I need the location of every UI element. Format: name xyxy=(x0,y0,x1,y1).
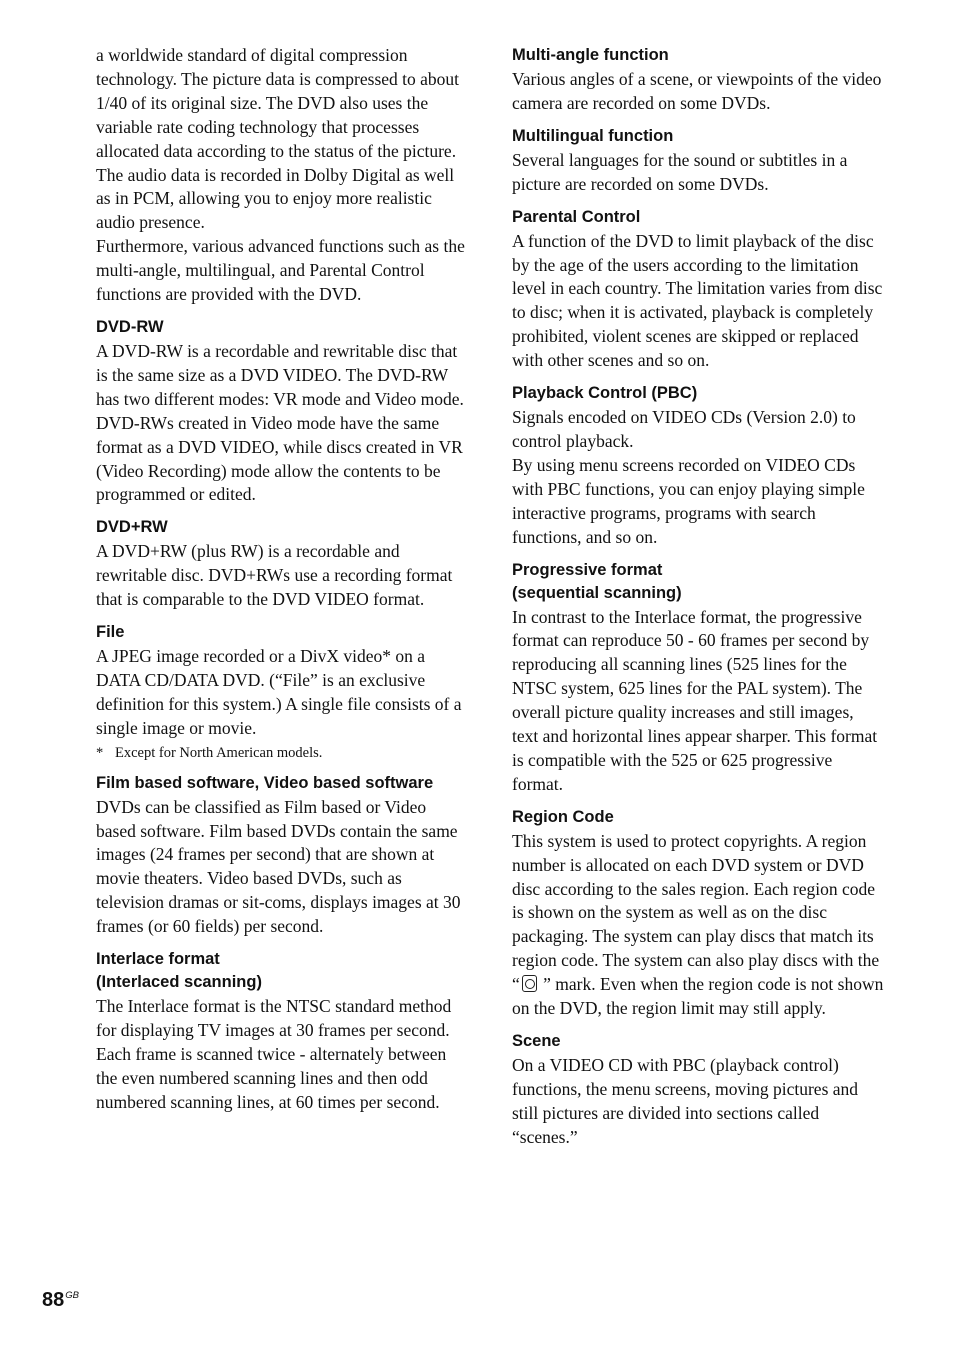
term-interlace-line-1: Interlace format xyxy=(96,950,220,969)
definition-scene: On a VIDEO CD with PBC (playback control) functions, the menu screens, moving pictures and still pictures are divided into sections called “scenes.” xyxy=(512,1055,859,1147)
footnote-mark: * xyxy=(96,744,104,761)
term-dvd-plus-rw: DVD+RW xyxy=(96,518,168,537)
footnote-text: Except for North American models. xyxy=(115,744,323,761)
term-scene: Scene xyxy=(512,1032,561,1050)
right-column xyxy=(512,44,884,1150)
term-interlace-format xyxy=(96,948,468,994)
definition-multi-angle: Various angles of a scene, or viewpoints of the video camera are recorded on some DVDs. xyxy=(512,69,882,113)
term-dvd-rw: DVD-RW xyxy=(96,317,164,336)
term-progressive-format xyxy=(512,559,884,605)
definition-film-video-software: DVDs can be classified as Film based or Video based software. Film based DVDs contain the same images (24 frames per second) that are shown at movie theaters. Video based DVDs, such as television dramas or sit-coms, displays images at 30 frames (or 60 fields) per second. xyxy=(96,796,461,937)
definition-parental-control: A function of the DVD to limit playback of the disc by the age of the users according to the limitation level in each country. The limitation varies from disc to disc; when it is activated, playback is completely prohibited, violent scenes are skipped or replaced with other scenes and so on. xyxy=(512,230,883,371)
term-parental-control: Parental Control xyxy=(512,207,641,226)
page-number-suffix: GB xyxy=(65,1290,79,1301)
left-column xyxy=(96,44,468,1115)
intro-paragraph-1: a worldwide standard of digital compression technology. The picture data is compressed to about 1/40 of its original size. The DVD also uses the variable rate coding technology that processes allocated data according to the status of the picture. xyxy=(96,45,460,161)
term-region-code: Region Code xyxy=(512,807,614,826)
intro-paragraph-2: The audio data is recorded in Dolby Digital as well as in PCM, allowing you to enjoy more realistic audio presence. xyxy=(96,164,455,233)
region-text-before: This system is used to protect copyrights. A region number is allocated on each DVD system or DVD disc according to the sales region. Each region code is shown on the system as well as on the disc packaging. The system can play discs that match its region code. The system can also play discs with the “ xyxy=(512,830,880,995)
definition-playback-control-2: By using menu screens recorded on VIDEO CDs with PBC functions, you can enjoy playing simple interactive programs, programs with search functions, and so on. xyxy=(512,454,865,547)
definition-progressive-format: In contrast to the Interlace format, the progressive format can reproduce 50 - 60 frames per second by reproducing all scanning lines (525 lines for the NTSC system, 625 lines for the PAL system). The overall picture quality increases and still images, text and horizontal lines appear sharper. This format is compatible with the 525 or 625 progressive format. xyxy=(512,606,878,794)
definition-dvd-plus-rw: A DVD+RW (plus RW) is a recordable and rewritable disc. DVD+RWs use a recording format that is comparable to the DVD VIDEO format. xyxy=(96,541,453,610)
region-all-mark-icon xyxy=(522,975,537,992)
term-file: File xyxy=(96,623,125,642)
term-progressive-line-1: Progressive format xyxy=(512,560,663,579)
term-multilingual: Multilingual function xyxy=(512,126,674,145)
page-number-value: 88 xyxy=(42,1289,65,1311)
term-interlace-line-2: (Interlaced scanning) xyxy=(96,973,262,992)
definition-interlace-format: The Interlace format is the NTSC standard method for displaying TV images at 30 frames per second. Each frame is scanned twice - alternately between the even numbered scanning lines and then odd numbered scanning lines, at 60 times per second. xyxy=(96,996,452,1112)
definition-multilingual: Several languages for the sound or subtitles in a picture are recorded on some DVDs. xyxy=(512,149,848,194)
page-number xyxy=(42,1284,79,1312)
term-multi-angle: Multi-angle function xyxy=(512,46,669,64)
intro-paragraph-3: Furthermore, various advanced functions such as the multi-angle, multilingual, and Parental Control functions are provided with the DVD. xyxy=(96,236,465,305)
definition-region-code xyxy=(512,830,884,1021)
term-film-video-software: Film based software, Video based software xyxy=(96,773,434,792)
definition-file: A JPEG image recorded or a DivX video* on a DATA CD/DATA DVD. (“File” is an exclusive definition for this system.) A single file consists of a single image or movie. xyxy=(96,646,462,738)
footnote xyxy=(96,743,468,763)
term-progressive-line-2: (sequential scanning) xyxy=(512,583,682,602)
term-playback-control: Playback Control (PBC) xyxy=(512,384,698,403)
definition-dvd-rw: A DVD-RW is a recordable and rewritable disc that is the same size as a DVD VIDEO. The DVD-RW has two different modes: VR mode and Video mode. DVD-RWs created in Video mode have the same format as a DVD VIDEO, while discs created in VR (Video Recording) mode allow the contents to be programmed or edited. xyxy=(96,340,464,505)
definition-playback-control-1: Signals encoded on VIDEO CDs (Version 2.0) to control playback. xyxy=(512,407,856,451)
region-text-after: ” mark. Even when the region code is not shown on the DVD, the region limit may still apply. xyxy=(512,974,884,1019)
